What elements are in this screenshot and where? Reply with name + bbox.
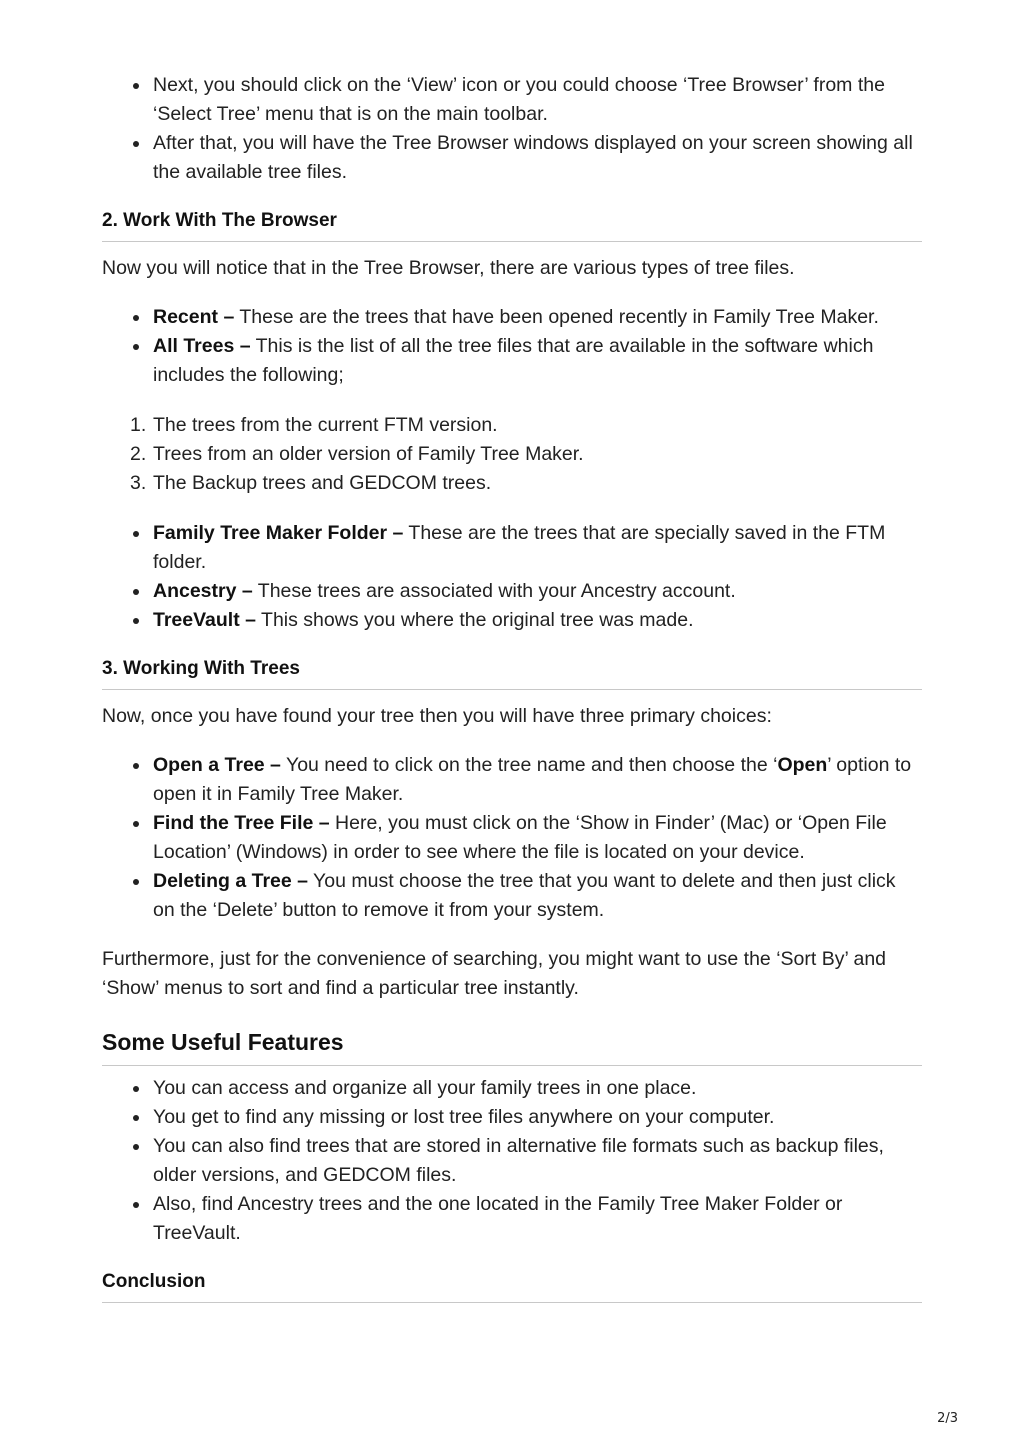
list-item-text: Trees from an older version of Family Tree Maker. — [153, 443, 584, 465]
list-item — [153, 303, 922, 332]
tree-types-list — [102, 303, 922, 390]
list-item-text: The trees from the current FTM version. — [153, 414, 498, 436]
section-heading-working-with-trees: 3. Working With Trees — [102, 657, 922, 690]
list-item: After that, you will have the Tree Browser windows displayed on your screen showing all the available tree files. — [153, 129, 922, 187]
list-item-text: You need to click on the tree name and then choose the ‘ — [280, 754, 778, 776]
list-item-term: TreeVault – — [153, 609, 256, 631]
list-item-emphasis: Open — [777, 754, 828, 776]
list-item — [153, 751, 922, 809]
list-item-text: You must choose the tree that you want to delete and then just click on the ‘Delete’ button to remove it from your system. — [153, 870, 896, 921]
list-item: Also, find Ancestry trees and the one located in the Family Tree Maker Folder or TreeVault. — [153, 1190, 922, 1248]
list-item-text: The Backup trees and GEDCOM trees. — [153, 472, 492, 494]
list-item — [153, 332, 922, 390]
paragraph: Furthermore, just for the convenience of searching, you might want to use the ‘Sort By’ and ‘Show’ menus to sort and find a particular tree instantly. — [102, 948, 887, 999]
list-item-term: All Trees – — [153, 335, 251, 357]
page-number: 2/3 — [937, 1411, 958, 1426]
list-item-text: These are the trees that have been opened recently in Family Tree Maker. — [234, 306, 879, 328]
list-item: You can access and organize all your family trees in one place. — [153, 1074, 922, 1103]
list-item-term: Recent – — [153, 306, 235, 328]
list-item-term: Deleting a Tree – — [153, 870, 308, 892]
list-item-text: These are the trees that are specially saved in the FTM folder. — [153, 522, 886, 573]
list-item — [153, 809, 922, 867]
list-item-term: Find the Tree File – — [153, 812, 330, 834]
list-number: 2. — [130, 443, 147, 465]
list-item: You can also find trees that are stored in alternative file formats such as backup files, older versions, and GEDCOM files. — [153, 1132, 922, 1190]
paragraph: Now, once you have found your tree then you will have three primary choices: — [102, 705, 772, 727]
list-item-term: Open a Tree – — [153, 754, 281, 776]
list-item-term: Family Tree Maker Folder – — [153, 522, 404, 544]
section-heading-useful-features: Some Useful Features — [102, 1028, 922, 1066]
list-item-text: This is the list of all the tree files that are available in the software which includes the following; — [153, 335, 874, 386]
list-number: 3. — [130, 472, 147, 494]
features-list — [102, 1074, 922, 1248]
section-heading-work-with-browser: 2. Work With The Browser — [102, 209, 922, 242]
list-item: Next, you should click on the ‘View’ icon or you could choose ‘Tree Browser’ from the ‘Select Tree’ menu that is on the main toolbar. — [153, 71, 922, 129]
list-item-text: This shows you where the original tree was made. — [255, 609, 694, 631]
list-item — [153, 519, 922, 577]
list-item-text: ’ option to open it in Family Tree Maker. — [153, 754, 912, 805]
list-item — [130, 440, 922, 469]
document-page — [102, 71, 922, 1303]
list-item — [153, 867, 922, 925]
list-item-text: These trees are associated with your Ancestry account. — [252, 580, 736, 602]
list-number: 1. — [130, 414, 147, 436]
list-item: You get to find any missing or lost tree files anywhere on your computer. — [153, 1103, 922, 1132]
section-heading-conclusion: Conclusion — [102, 1270, 922, 1303]
list-item-text: Here, you must click on the ‘Show in Finder’ (Mac) or ‘Open File Location’ (Windows) in order to see where the file is located on your device. — [153, 812, 887, 863]
list-item-term: Ancestry – — [153, 580, 253, 602]
list-item — [130, 469, 922, 498]
numbered-list — [102, 411, 922, 498]
intro-list — [102, 71, 922, 187]
tree-actions-list — [102, 751, 922, 925]
tree-folders-list — [102, 519, 922, 635]
paragraph: Now you will notice that in the Tree Browser, there are various types of tree files. — [102, 257, 795, 279]
list-item — [153, 606, 922, 635]
list-item — [153, 577, 922, 606]
list-item — [130, 411, 922, 440]
